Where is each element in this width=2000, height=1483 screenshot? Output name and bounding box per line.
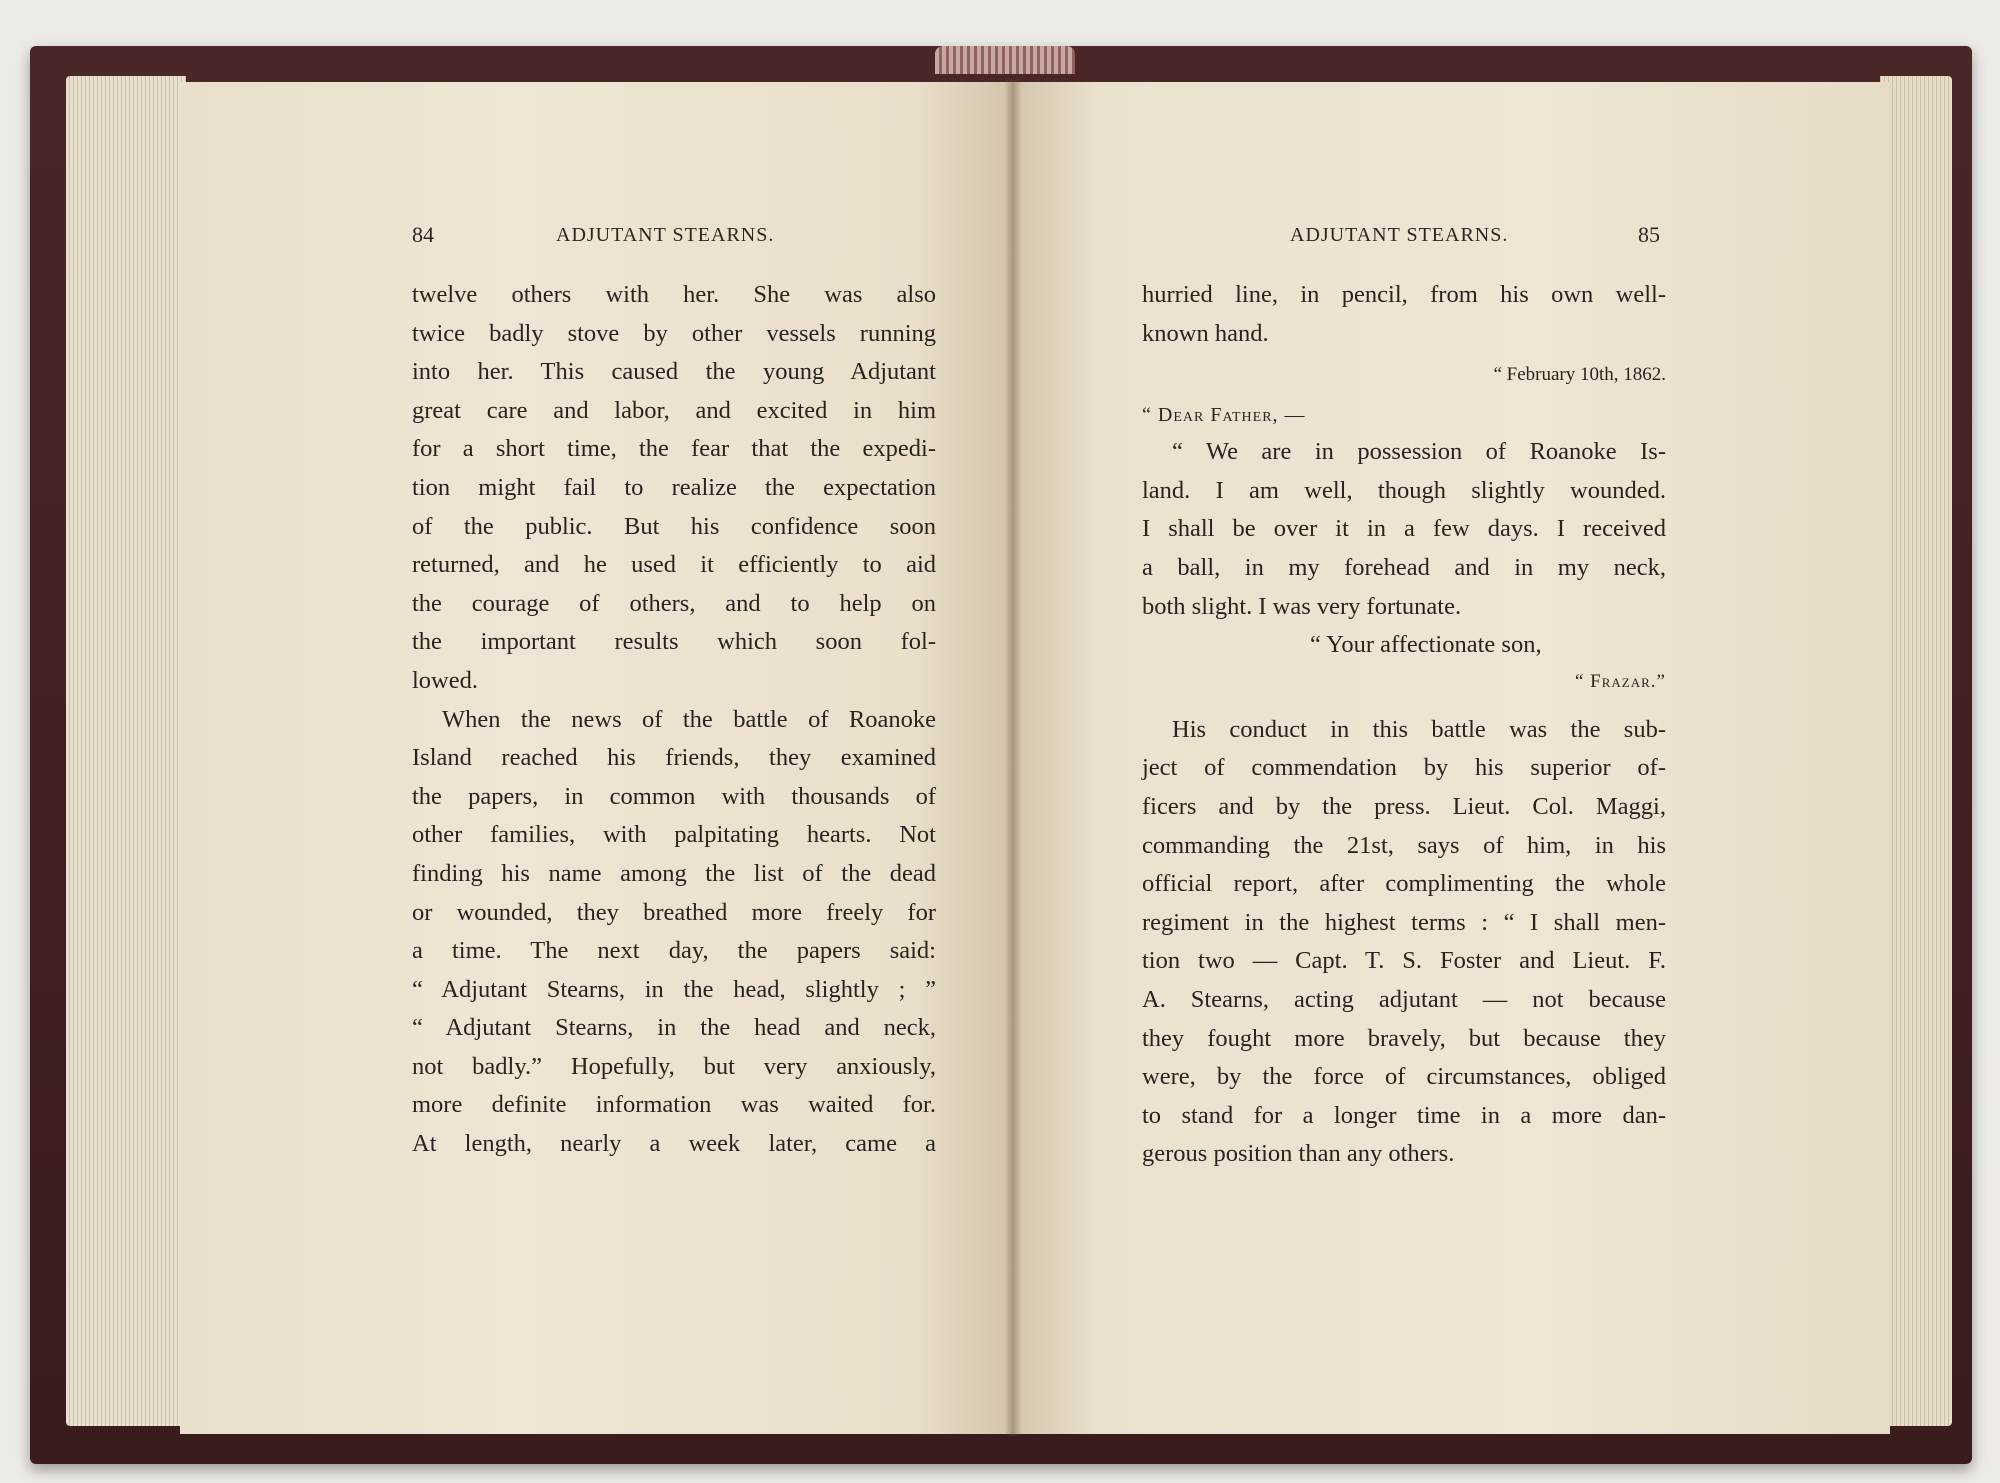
letter-line: a ball, in my forehead and in my neck, bbox=[1142, 553, 1666, 581]
right-page-number: 85 bbox=[1638, 222, 1660, 247]
text-line: finding his name among the list of the dead bbox=[412, 859, 936, 887]
text-line: twice badly stove by other vessels running bbox=[412, 319, 936, 347]
text-line: were, by the force of circumstances, obliged bbox=[1142, 1063, 1666, 1091]
text-line: or wounded, they breathed more freely for bbox=[412, 898, 936, 926]
left-text-column bbox=[412, 276, 936, 1164]
text-line: official report, after complimenting the whole bbox=[1142, 870, 1666, 898]
letter-line: I shall be over it in a few days. I received bbox=[1142, 515, 1666, 543]
text-line: twelve others with her. She was also bbox=[412, 281, 936, 308]
text-line: His conduct in this battle was the sub- bbox=[1172, 715, 1666, 743]
letter-line: “ We are in possession of Roanoke Is- bbox=[1172, 438, 1666, 466]
text-line: of the public. But his confidence soon bbox=[412, 512, 936, 540]
left-running-head: ADJUTANT STEARNS. bbox=[556, 224, 775, 246]
letter-line: both slight. I was very fortunate. bbox=[1142, 592, 1462, 620]
text-line: tion two — Capt. T. S. Foster and Lieut. F. bbox=[1142, 947, 1666, 975]
text-line: great care and labor, and excited in him bbox=[412, 396, 936, 424]
text-line: the courage of others, and to help on bbox=[412, 589, 936, 617]
text-line: gerous position than any others. bbox=[1142, 1140, 1455, 1168]
letter-salutation: “ Dear Father, — bbox=[1142, 404, 1306, 427]
text-line: “ Adjutant Stearns, in the head and neck, bbox=[412, 1014, 936, 1042]
spine-headband bbox=[935, 46, 1075, 74]
letter-date: “ February 10th, 1862. bbox=[1493, 364, 1666, 386]
text-line: A. Stearns, acting adjutant — not because bbox=[1142, 985, 1666, 1013]
text-line: more definite information was waited for. bbox=[412, 1091, 936, 1119]
text-line: lowed. bbox=[412, 666, 478, 694]
left-page-edges bbox=[66, 76, 186, 1426]
text-line: to stand for a longer time in a more dan- bbox=[1142, 1101, 1666, 1129]
text-line: known hand. bbox=[1142, 319, 1269, 347]
text-line: not badly.” Hopefully, but very anxiously, bbox=[412, 1052, 936, 1080]
text-line: regiment in the highest terms : “ I shall men- bbox=[1142, 908, 1666, 936]
text-line: for a short time, the fear that the expedi- bbox=[412, 435, 936, 463]
text-line: At length, nearly a week later, came a bbox=[412, 1130, 936, 1158]
text-line: commanding the 21st, says of him, in his bbox=[1142, 831, 1666, 859]
text-line: hurried line, in pencil, from his own well- bbox=[1142, 281, 1666, 308]
letter-closing: “ Your affectionate son, bbox=[1310, 631, 1542, 659]
text-line: they fought more bravely, but because they bbox=[1142, 1024, 1666, 1052]
text-line: returned, and he used it efficiently to aid bbox=[412, 551, 936, 579]
text-line: into her. This caused the young Adjutant bbox=[412, 358, 936, 386]
text-line: “ Adjutant Stearns, in the head, slightly ; ” bbox=[412, 975, 936, 1003]
text-line: Island reached his friends, they examined bbox=[412, 744, 936, 772]
text-line: When the news of the battle of Roanoke bbox=[442, 705, 936, 733]
text-line: tion might fail to realize the expectation bbox=[412, 473, 936, 501]
right-text-column bbox=[1142, 276, 1666, 1174]
book-gutter bbox=[1004, 80, 1022, 1436]
text-line: a time. The next day, the papers said: bbox=[412, 937, 936, 965]
left-page-number: 84 bbox=[412, 222, 434, 247]
right-running-head: ADJUTANT STEARNS. bbox=[1290, 224, 1509, 246]
letter-signature: “ Frazar.” bbox=[1575, 670, 1666, 692]
text-line: ject of commendation by his superior of- bbox=[1142, 754, 1666, 782]
text-line: ficers and by the press. Lieut. Col. Maggi, bbox=[1142, 792, 1666, 820]
right-page-edges bbox=[1880, 76, 1952, 1426]
letter-line: land. I am well, though slightly wounded. bbox=[1142, 476, 1666, 504]
text-line: the important results which soon fol- bbox=[412, 628, 936, 656]
text-line: other families, with palpitating hearts. Not bbox=[412, 821, 936, 849]
text-line: the papers, in common with thousands of bbox=[412, 782, 936, 810]
